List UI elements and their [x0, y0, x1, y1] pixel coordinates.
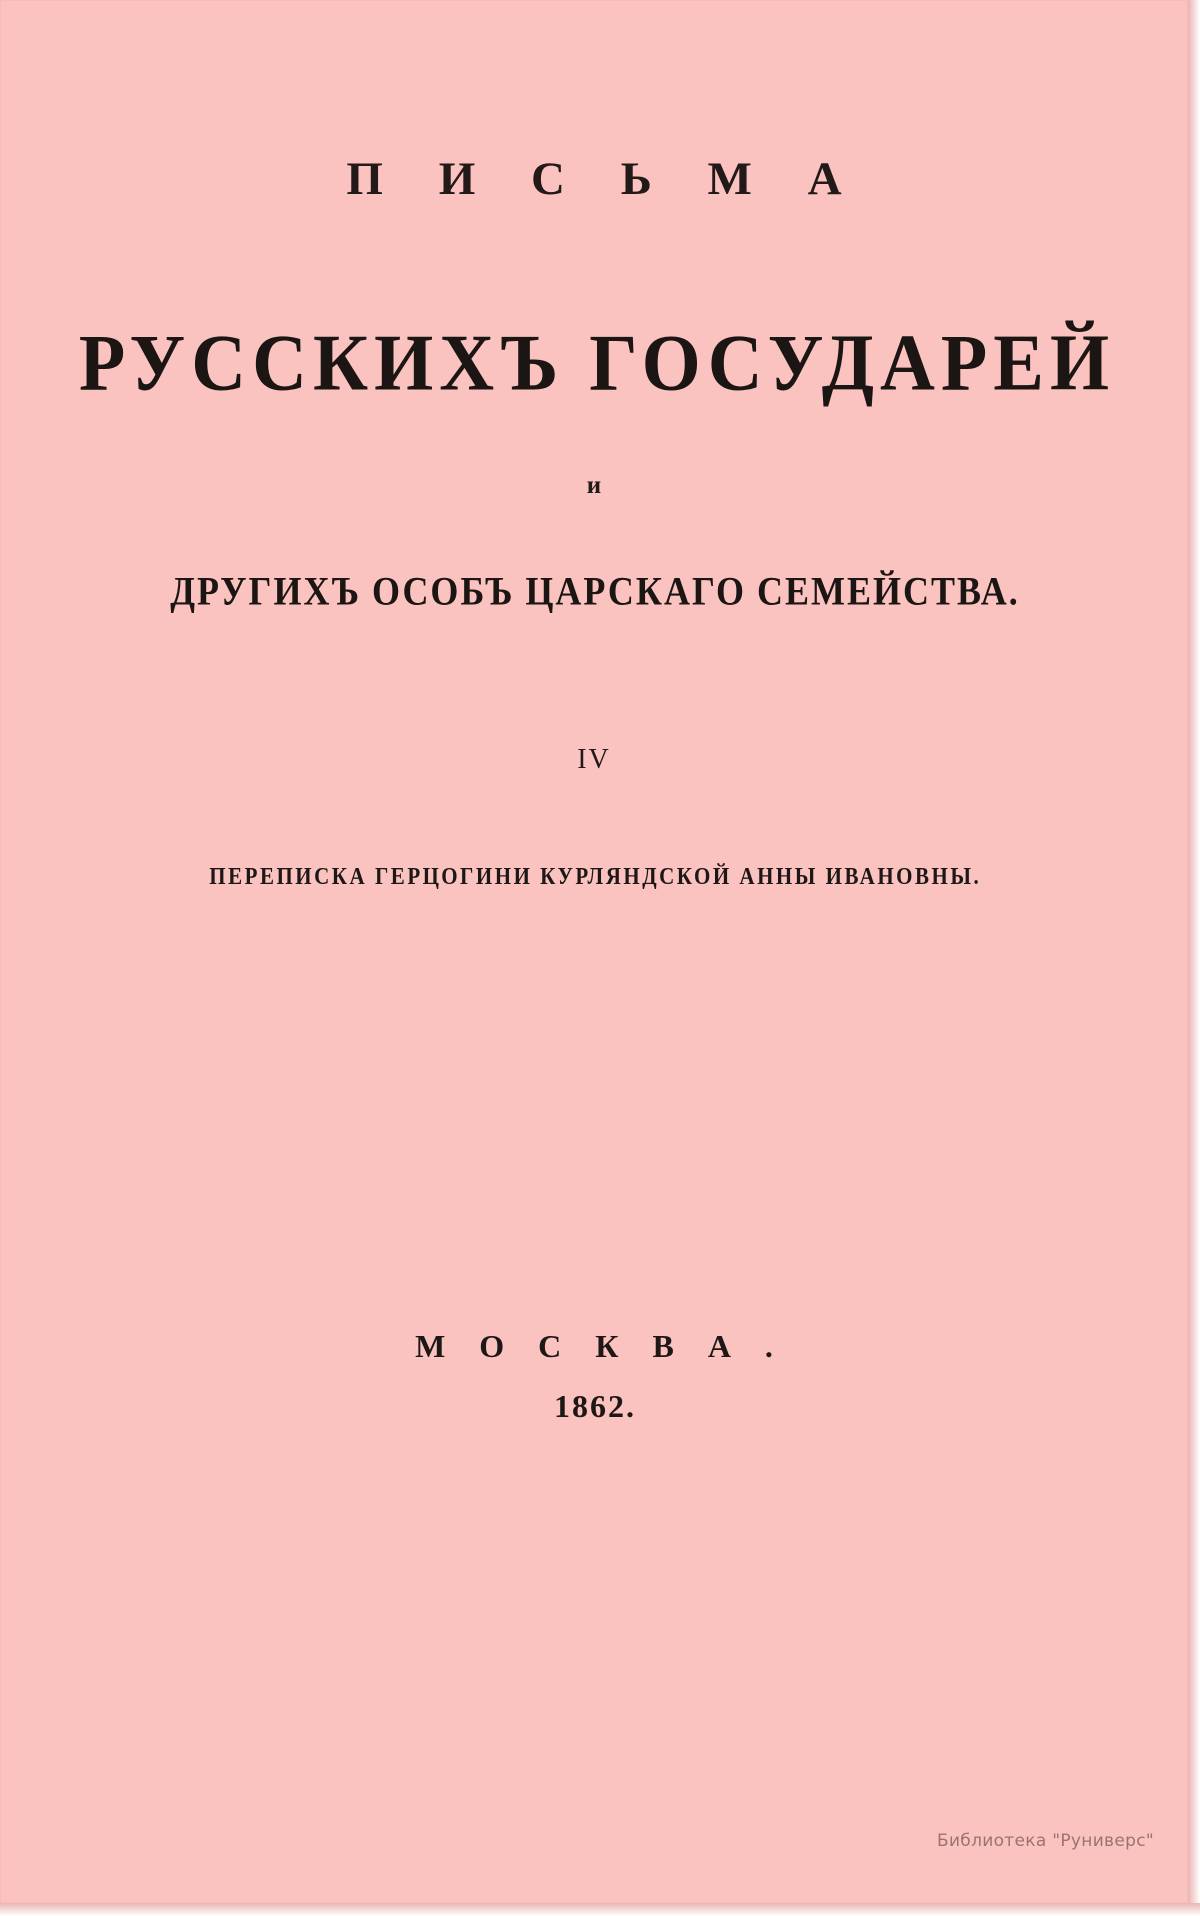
main-title-line-3: ДРУГИХЪ ОСОБЪ ЦАРСКАГО СЕМЕЙСТВА.	[170, 568, 1020, 614]
publication-year: 1862.	[554, 1388, 636, 1424]
title-conjunction: и	[586, 472, 602, 499]
page-edge-right	[1188, 0, 1200, 1916]
volume-subtitle: ПЕРЕПИСКА ГЕРЦОГИНИ КУРЛЯНДСКОЙ АННЫ ИВАНОВНЫ.	[209, 862, 982, 890]
publication-city: М О С К В А .	[415, 1328, 786, 1364]
main-title-line-2: РУССКИХЪ ГОСУДАРЕЙ	[78, 318, 1116, 408]
main-title-line-1: П И С Ь М А	[346, 153, 864, 205]
page-edge-bottom	[0, 1903, 1200, 1916]
library-watermark: Библиотека "Руниверс"	[937, 1831, 1154, 1851]
volume-number: IV	[577, 744, 611, 775]
